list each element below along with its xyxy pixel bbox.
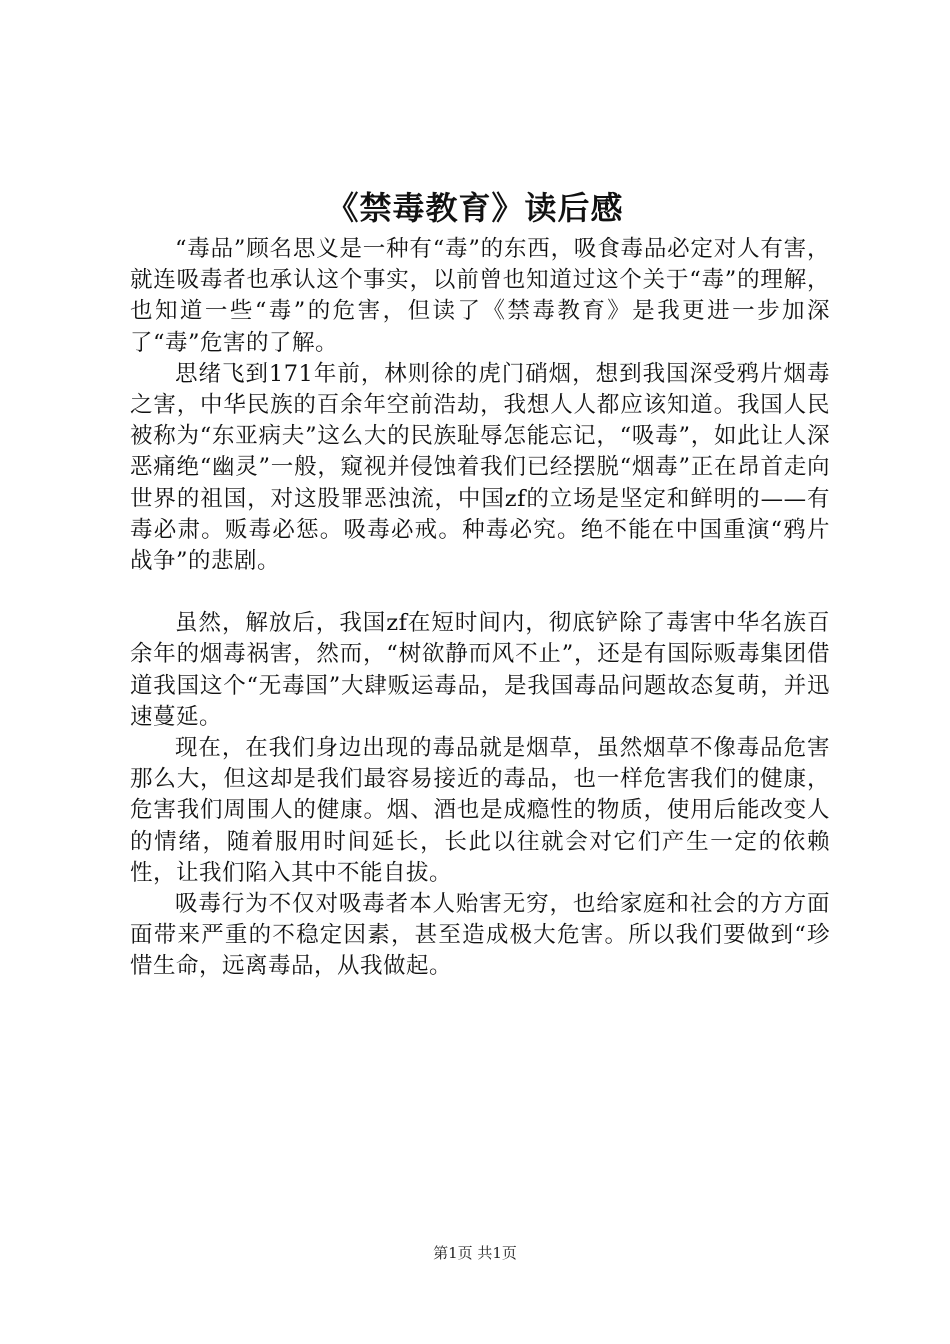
paragraph-3: 虽然，解放后，我国zf在短时间内，彻底铲除了毒害中华名族百余年的烟毒祸害，然而，“树欲静而风不止”，还是有国际贩毒集团借道我国这个“无毒国”大肆贩运毒品，是我国毒品问题故态复萌，并迅速蔓延。 bbox=[130, 610, 830, 730]
document-title: 《禁毒教育》读后感 bbox=[326, 189, 624, 227]
page-footer: 第1页 共1页 bbox=[433, 1244, 517, 1262]
paragraph-5: 吸毒行为不仅对吸毒者本人贻害无穷，也给家庭和社会的方方面面带来严重的不稳定因素，甚至造成极大危害。所以我们要做到“珍惜生命，远离毒品，从我做起。 bbox=[130, 891, 830, 980]
paragraph-4: 现在，在我们身边出现的毒品就是烟草，虽然烟草不像毒品危害那么大，但这却是我们最容易接近的毒品，也一样危害我们的健康，危害我们周围人的健康。烟、酒也是成瘾性的物质，使用后能改变人的情绪，随着服用时间延长，长此以往就会对它们产生一定的依赖性，让我们陷入其中不能自拔。 bbox=[130, 735, 830, 886]
paragraph-1: “毒品”顾名思义是一种有“毒”的东西，吸食毒品必定对人有害，就连吸毒者也承认这个事实，以前曾也知道过这个关于“毒”的理解，也知道一些“毒”的危害，但读了《禁毒教育》是我更进一步加深了“毒”危害的了解。 bbox=[130, 236, 830, 356]
paragraph-spacer bbox=[130, 577, 830, 608]
document-body bbox=[130, 234, 830, 983]
paragraph-2: 思绪飞到171年前，林则徐的虎门硝烟，想到我国深受鸦片烟毒之害，中华民族的百余年空前浩劫，我想人人都应该知道。我国人民被称为“东亚病夫”这么大的民族耻辱怎能忘记，“吸毒”，如此让人深恶痛绝“幽灵”一般，窥视并侵蚀着我们已经摆脱“烟毒”正在昂首走向世界的祖国，对这股罪恶浊流，中国zf的立场是坚定和鲜明的——有毒必肃。贩毒必惩。吸毒必戒。种毒必究。绝不能在中国重演“鸦片战争”的悲剧。 bbox=[130, 360, 830, 575]
